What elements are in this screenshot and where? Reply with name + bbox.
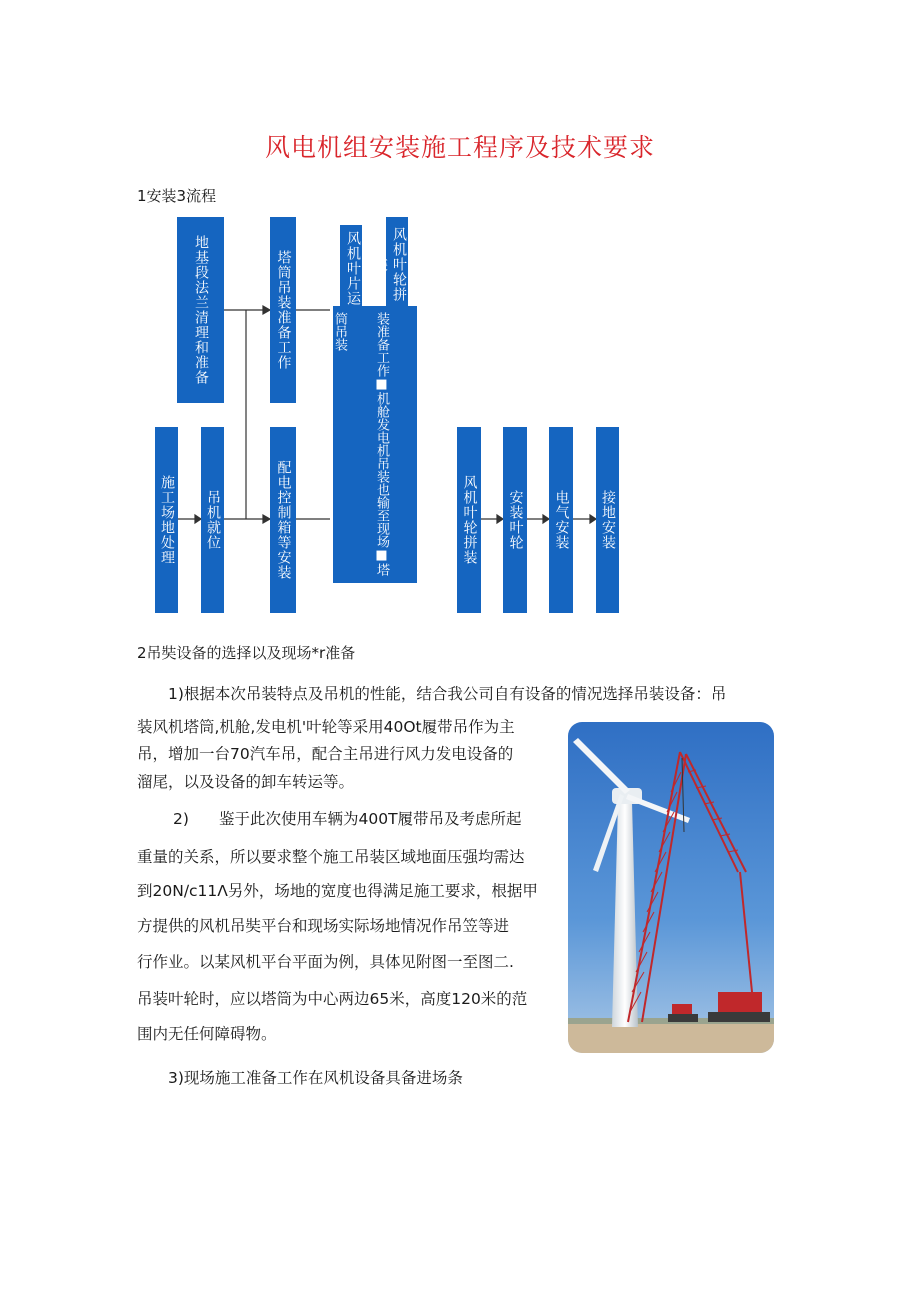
para-2-line-4: 方提供的风机吊奘平台和现场实际场地情况作吊笠等进 — [137, 917, 510, 935]
para-2-line-3: 到20N∕c11Λ另外，场地的宽度也得满足施工要求，根据甲 — [137, 882, 538, 900]
flow-box-main-hoisting-text: 装准备工作■机舱发电机吊装也输至现场■塔 — [374, 312, 389, 576]
para-3-line-1: 3)现场施工准备工作在风机设备具备进场条 — [168, 1069, 463, 1087]
flow-box-tower-prep: 塔筒吊装准备工作 — [270, 217, 296, 403]
flow-box-crane-position: 吊机就位 — [201, 427, 224, 613]
para-2-line-2: 重量的关系，所以要求整个施工吊装区域地面压强均需达 — [137, 848, 525, 866]
para-1-line-2: 装风机塔筒,机舱,发电机'叶轮等采用40Ot履带吊作为主 — [137, 718, 515, 736]
para-1-line-3: 吊，增加一台70汽车吊，配合主吊进行风力发电设备的 — [137, 745, 514, 763]
flow-box-electrical: 电气安装 — [549, 427, 573, 613]
flow-box-rotor-assembly-top: 风机叶轮拼装 — [386, 217, 408, 308]
para-2-line-7: 围内无任何障碍物。 — [137, 1025, 277, 1043]
flow-box-grounding: 接地安装 — [596, 427, 619, 613]
flow-box-blade-transport: 风机叶片运 — [340, 225, 362, 308]
para-1-line-4: 溜尾，以及设备的卸车转运等。 — [137, 773, 355, 791]
page-title: 风电机组安装施工程序及技术要求 — [264, 133, 655, 162]
flow-box-site-prep: 施工场地处理 — [155, 427, 178, 613]
flow-box-main-hoisting-left-text: 筒吊装 — [332, 312, 347, 351]
para-1-line-1: 1)根据本次吊装特点及吊机的性能，结合我公司自有设备的情况选择吊装设备：吊 — [168, 685, 727, 703]
section-2-heading: 2吊奘设备的选择以及现场*r准备 — [137, 644, 356, 662]
para-2-line-6: 吊装叶轮时，应以塔筒为中心两边65米，高度120米的范 — [137, 990, 528, 1008]
install-flowchart — [0, 0, 920, 620]
wind-turbine-crane-photo — [568, 722, 774, 1053]
flow-box-install-rotor: 安装叶轮 — [503, 427, 527, 613]
flow-box-foundation: 地基段法兰清理和准备 — [177, 217, 224, 403]
flow-box-rotor-assembly: 风机叶轮拼装 — [457, 427, 481, 613]
para-2-line-1: 鉴于此次使用车辆为400T履带吊及考虑所起 — [219, 810, 522, 828]
para-2-line-5: 行作业。以某风机平台平面为例，具体见附图一至图二. — [137, 953, 514, 971]
flow-box-control-cabinet: 配电控制箱等安装 — [270, 427, 296, 613]
section-1-heading: 1安装3流程 — [137, 187, 217, 205]
para-2-number: 2) — [173, 810, 189, 828]
